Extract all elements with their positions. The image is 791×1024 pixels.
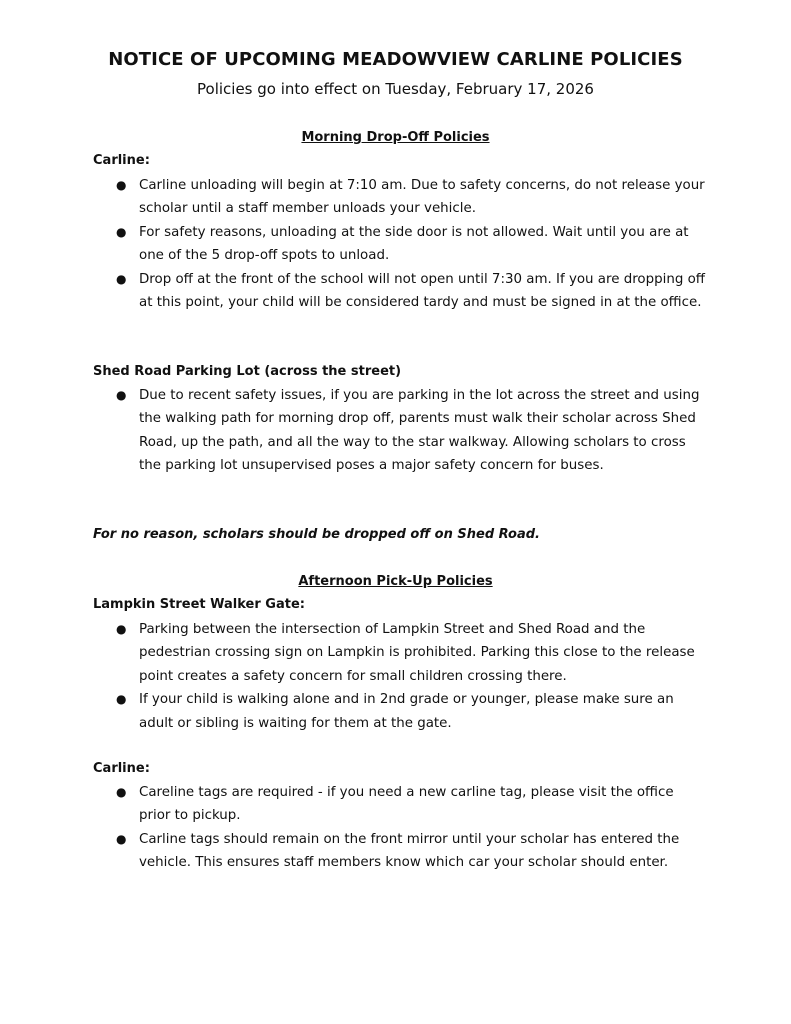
list-item: ● Careline tags are required - if you need a new carline tag, please visit the office prior to pickup. [0, 781, 705, 828]
walker-gate-label: Lampkin Street Walker Gate: [93, 597, 305, 612]
list-item: ● Carline tags should remain on the front mirror until your scholar has entered the vehicle. This ensures staff members know which car your scholar should enter. [0, 828, 705, 875]
bullet-icon: ● [116, 271, 127, 286]
bullet-icon: ● [116, 831, 127, 846]
list-item: ● Parking between the intersection of Lampkin Street and Shed Road and the pedestrian crossing sign on Lampkin is prohibited. Parking this close to the release point creates a safety concern for small children crossing there. [0, 618, 705, 688]
list-item: ● Carline unloading will begin at 7:10 am. Due to safety concerns, do not release your scholar until a staff member unloads your vehicle. [0, 174, 705, 221]
shed-road-label: Shed Road Parking Lot (across the street) [93, 364, 402, 379]
list-item: ● For safety reasons, unloading at the side door is not allowed. Wait until you are at one of the 5 drop-off spots to unload. [0, 221, 705, 268]
morning-carline-label: Carline: [93, 153, 150, 168]
bullet-icon: ● [116, 785, 127, 799]
bullet-icon: ● [116, 692, 127, 707]
bullet-icon: ● [116, 224, 127, 239]
afternoon-carline-label: Carline: [93, 761, 150, 776]
effective-date-subtitle: Policies go into effect on Tuesday, February 17, 2026 [197, 80, 594, 98]
walker-gate-list [0, 618, 700, 735]
shed-road-warning: For no reason, scholars should be dropped off on Shed Road. [93, 527, 540, 542]
afternoon-carline-list [0, 781, 700, 875]
page-title: NOTICE OF UPCOMING MEADOWVIEW CARLINE POLICIES [108, 49, 683, 70]
bullet-icon: ● [116, 622, 127, 636]
list-item: ● Due to recent safety issues, if you are parking in the lot across the street and using the walking path for morning drop off, parents must walk their scholar across Shed Road, up the path, and all the way to the star walkway. Allowing scholars to cross the parking lot unsupervised poses a major safety concern for buses. [0, 384, 705, 478]
bullet-icon: ● [116, 178, 127, 192]
shed-road-list [0, 384, 700, 478]
morning-carline-list [0, 174, 706, 314]
bullet-icon: ● [116, 388, 127, 402]
afternoon-section-heading: Afternoon Pick-Up Policies [298, 574, 493, 589]
list-item: ● Drop off at the front of the school will not open until 7:30 am. If you are dropping off at this point, your child will be considered tardy and must be signed in at the office. [0, 268, 705, 315]
morning-section-heading: Morning Drop-Off Policies [301, 130, 490, 145]
list-item: ● If your child is walking alone and in 2nd grade or younger, please make sure an adult or sibling is waiting for them at the gate. [0, 688, 705, 735]
